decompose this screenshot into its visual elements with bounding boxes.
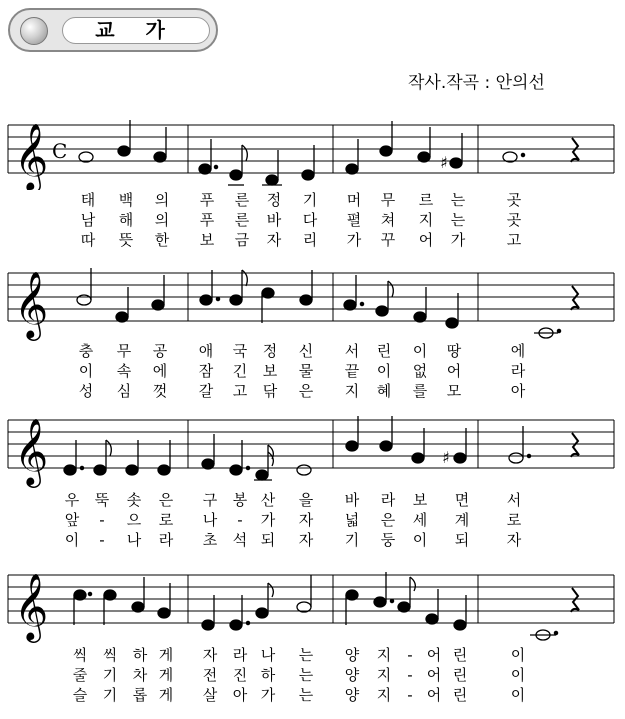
lyric-syllable: 차 [132, 666, 148, 684]
lyric-syllable: 넓 [344, 511, 360, 529]
lyric-syllable: 앞 [64, 511, 80, 529]
lyric-syllable: 에 [510, 342, 526, 360]
lyric-syllable: 태 [80, 191, 96, 209]
lyric-syllable: 기 [302, 191, 318, 209]
lyric-syllable: 자 [506, 531, 522, 549]
lyric-syllable: 양 [344, 646, 360, 664]
staff-4 [0, 560, 625, 650]
lyric-syllable: 면 [454, 491, 470, 509]
lyric-syllable: 에 [152, 362, 168, 380]
lyric-syllable: 충 [78, 342, 94, 360]
staff-3 [0, 405, 625, 495]
lyric-syllable: 을 [298, 491, 314, 509]
lyric-syllable: 바 [344, 491, 360, 509]
lyric-syllable: 어 [426, 666, 442, 684]
lyric-syllable: 아 [510, 382, 526, 400]
lyric-syllable: 자 [298, 531, 314, 549]
title-banner [8, 8, 218, 52]
lyric-syllable: 이 [510, 686, 526, 704]
lyric-syllable: 이 [64, 531, 80, 549]
lyric-syllable: 라 [380, 491, 396, 509]
lyric-syllable: 나 [202, 511, 218, 529]
lyric-syllable: 서 [344, 342, 360, 360]
lyric-syllable: - [237, 511, 243, 529]
staff-2 [0, 258, 625, 348]
treble-clef-icon: 𝄞 [14, 572, 49, 640]
lyric-syllable: 의 [154, 191, 170, 209]
lyric-syllable: 은 [158, 491, 174, 509]
lyric-syllable: 이 [412, 342, 428, 360]
lyric-syllable: 가 [260, 686, 276, 704]
lyric-syllable: 지 [418, 211, 434, 229]
lyric-syllable: 갈 [198, 382, 214, 400]
lyric-syllable: 로 [506, 511, 522, 529]
svg-text:♯: ♯ [440, 153, 448, 172]
lyric-syllable: 라 [510, 362, 526, 380]
lyric-syllable: 살 [202, 686, 218, 704]
lyric-syllable: 나 [126, 531, 142, 549]
lyric-syllable: 해 [118, 211, 134, 229]
lyric-syllable: 꾸 [380, 231, 396, 249]
lyric-syllable: 곳 [506, 211, 522, 229]
lyric-syllable: 진 [232, 666, 248, 684]
lyric-syllable: 린 [376, 342, 392, 360]
lyric-syllable: 봉 [232, 491, 248, 509]
lyric-syllable: 기 [102, 686, 118, 704]
lyric-syllable: 국 [232, 342, 248, 360]
lyric-syllable: 가 [260, 511, 276, 529]
lyric-syllable: 를 [412, 382, 428, 400]
lyric-syllable: 른 [234, 211, 250, 229]
lyric-syllable: 속 [116, 362, 132, 380]
lyric-syllable: 롭 [132, 686, 148, 704]
lyric-syllable: 초 [202, 531, 218, 549]
lyric-syllable: 닦 [262, 382, 278, 400]
lyric-syllable: 어 [418, 231, 434, 249]
lyric-syllable: 솟 [126, 491, 142, 509]
lyric-syllable: 곳 [506, 191, 522, 209]
lyric-syllable: 공 [152, 342, 168, 360]
lyric-syllable: 르 [418, 191, 434, 209]
lyric-syllable: - [407, 646, 413, 664]
lyric-syllable: 무 [116, 342, 132, 360]
lyric-syllable: 이 [376, 362, 392, 380]
lyric-syllable: 보 [412, 491, 428, 509]
lyric-syllable: 라 [232, 646, 248, 664]
lyric-syllable: 씩 [72, 646, 88, 664]
lyric-syllable: 금 [234, 231, 250, 249]
lyric-syllable: 가 [346, 231, 362, 249]
lyric-syllable: 어 [446, 362, 462, 380]
lyric-syllable: 산 [260, 491, 276, 509]
lyric-syllable: 가 [450, 231, 466, 249]
lyric-syllable: 둥 [380, 531, 396, 549]
lyric-syllable: 끝 [344, 362, 360, 380]
lyric-syllable: - [407, 666, 413, 684]
lyric-syllable: - [99, 531, 105, 549]
staff-1 [0, 110, 625, 190]
lyric-syllable: 세 [412, 511, 428, 529]
lyric-syllable: 은 [380, 511, 396, 529]
lyric-syllable: 기 [344, 531, 360, 549]
lyric-syllable: 애 [198, 342, 214, 360]
lyric-syllable: - [99, 511, 105, 529]
lyric-syllable: 되 [454, 531, 470, 549]
lyric-syllable: 혜 [376, 382, 392, 400]
lyric-syllable: 계 [454, 511, 470, 529]
lyric-syllable: 는 [298, 686, 314, 704]
lyric-syllable: 지 [344, 382, 360, 400]
lyric-syllable: 라 [158, 531, 174, 549]
lyric-syllable: 이 [510, 666, 526, 684]
lyric-syllable: 이 [412, 531, 428, 549]
lyric-syllable: 씩 [102, 646, 118, 664]
lyric-syllable: 서 [506, 491, 522, 509]
lyric-syllable: 뜻 [118, 231, 134, 249]
lyric-syllable: 양 [344, 666, 360, 684]
lyric-syllable: 자 [298, 511, 314, 529]
lyric-syllable: 는 [298, 666, 314, 684]
lyric-syllable: 성 [78, 382, 94, 400]
lyric-syllable: 긴 [232, 362, 248, 380]
treble-clef-icon: 𝄞 [14, 270, 49, 338]
lyric-syllable: 껏 [152, 382, 168, 400]
lyric-syllable: 되 [260, 531, 276, 549]
lyric-syllable: 뚝 [94, 491, 110, 509]
lyric-syllable: 아 [232, 686, 248, 704]
lyric-syllable: 모 [446, 382, 462, 400]
lyric-syllable: 는 [450, 191, 466, 209]
lyric-syllable: 어 [426, 646, 442, 664]
lyric-syllable: 우 [64, 491, 80, 509]
lyric-syllable: 지 [376, 686, 392, 704]
lyric-syllable: 게 [158, 646, 174, 664]
lyric-syllable: 리 [302, 231, 318, 249]
lyric-syllable: 는 [450, 211, 466, 229]
time-signature: C [52, 139, 68, 163]
lyric-syllable: 바 [266, 211, 282, 229]
lyric-syllable: 지 [376, 646, 392, 664]
lyric-syllable: 이 [510, 646, 526, 664]
lyric-syllable: 줄 [72, 666, 88, 684]
sphere-icon [20, 17, 48, 45]
lyric-syllable: 의 [154, 211, 170, 229]
lyric-syllable: 는 [298, 646, 314, 664]
lyric-syllable: 자 [202, 646, 218, 664]
lyric-syllable: 남 [80, 211, 96, 229]
lyric-syllable: 보 [262, 362, 278, 380]
lyric-syllable: 른 [234, 191, 250, 209]
lyric-syllable: 석 [232, 531, 248, 549]
lyric-syllable: 머 [346, 191, 362, 209]
lyric-syllable: 게 [158, 666, 174, 684]
treble-clef-icon: 𝄞 [14, 417, 49, 485]
lyric-syllable: 이 [78, 362, 94, 380]
lyric-syllable: 나 [260, 646, 276, 664]
lyric-syllable: 슬 [72, 686, 88, 704]
lyric-syllable: 게 [158, 686, 174, 704]
lyric-syllable: 고 [506, 231, 522, 249]
lyric-syllable: 푸 [199, 211, 215, 229]
treble-clef-icon: 𝄞 [14, 122, 49, 190]
lyric-syllable: 펼 [346, 211, 362, 229]
lyric-syllable: 린 [452, 686, 468, 704]
lyric-syllable: 심 [116, 382, 132, 400]
lyric-syllable: 고 [232, 382, 248, 400]
song-title: 교 가 [62, 17, 210, 44]
svg-text:♯: ♯ [442, 448, 450, 467]
lyric-syllable: 하 [260, 666, 276, 684]
lyric-syllable: 어 [426, 686, 442, 704]
lyric-syllable: 정 [266, 191, 282, 209]
lyric-syllable: 무 [380, 191, 396, 209]
lyric-syllable: 으 [126, 511, 142, 529]
lyric-syllable: 자 [266, 231, 282, 249]
lyric-syllable: 하 [132, 646, 148, 664]
lyric-syllable: 보 [199, 231, 215, 249]
lyric-syllable: 기 [102, 666, 118, 684]
lyric-syllable: 지 [376, 666, 392, 684]
lyric-syllable: 잠 [198, 362, 214, 380]
lyric-syllable: 없 [412, 362, 428, 380]
lyric-syllable: 정 [262, 342, 278, 360]
lyric-syllable: 린 [452, 666, 468, 684]
lyric-syllable: 쳐 [380, 211, 396, 229]
lyric-syllable: 다 [302, 211, 318, 229]
lyric-syllable: 린 [452, 646, 468, 664]
lyric-syllable: 전 [202, 666, 218, 684]
lyric-syllable: 로 [158, 511, 174, 529]
lyric-syllable: 백 [118, 191, 134, 209]
lyric-syllable: 따 [80, 231, 96, 249]
lyric-syllable: 푸 [199, 191, 215, 209]
lyric-syllable: 양 [344, 686, 360, 704]
lyric-syllable: 물 [298, 362, 314, 380]
composer-credit: 작사.작곡 : 안의선 [408, 73, 545, 93]
lyric-syllable: 은 [298, 382, 314, 400]
lyric-syllable: 땅 [446, 342, 462, 360]
lyric-syllable: 신 [298, 342, 314, 360]
lyric-syllable: 구 [202, 491, 218, 509]
lyric-syllable: - [407, 686, 413, 704]
lyric-syllable: 한 [154, 231, 170, 249]
